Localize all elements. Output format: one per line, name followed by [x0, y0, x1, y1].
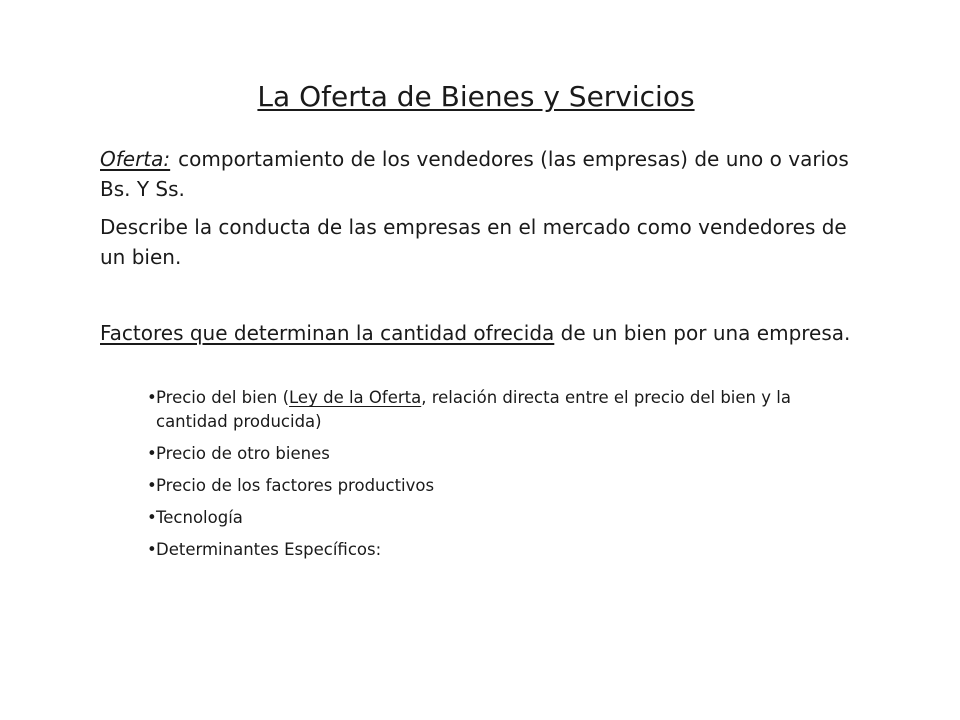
- bullet-text: Determinantes Específicos:: [156, 540, 382, 559]
- description-paragraph: Describe la conducta de las empresas en el mercado como vendedores de un bien.: [100, 215, 847, 269]
- factors-heading: [100, 318, 860, 348]
- bullet-icon: •: [147, 508, 157, 527]
- list-item: [147, 538, 857, 562]
- definition-text: comportamiento de los vendedores (las empresas) de uno o varios Bs. Y Ss.: [100, 147, 849, 201]
- bullet-icon: •: [147, 540, 157, 559]
- factors-list: [147, 386, 857, 570]
- bullet-icon: •: [147, 444, 157, 463]
- list-item: [147, 506, 857, 530]
- bullet-text-before: Precio del bien (: [156, 388, 290, 407]
- definition-paragraph: [100, 144, 860, 204]
- bullet-text: Precio de los factores productivos: [156, 476, 435, 495]
- factors-heading-underlined: Factores que determinan la cantidad ofrecida: [100, 321, 555, 345]
- list-item: [147, 386, 857, 434]
- list-item: [147, 474, 857, 498]
- bullet-text-after: , relación directa entre el precio del bien y la cantidad producida): [156, 388, 791, 431]
- list-item: [147, 442, 857, 466]
- bullet-text: Precio de otro bienes: [156, 444, 330, 463]
- bullet-text: Tecnología: [156, 508, 243, 527]
- bullet-icon: •: [147, 388, 157, 407]
- ley-de-la-oferta-term: Ley de la Oferta: [289, 388, 422, 407]
- factors-heading-rest: de un bien por una empresa.: [554, 321, 851, 345]
- bullet-icon: •: [147, 476, 157, 495]
- definition-term: Oferta:: [100, 147, 171, 171]
- slide-title: La Oferta de Bienes y Servicios: [257, 80, 695, 113]
